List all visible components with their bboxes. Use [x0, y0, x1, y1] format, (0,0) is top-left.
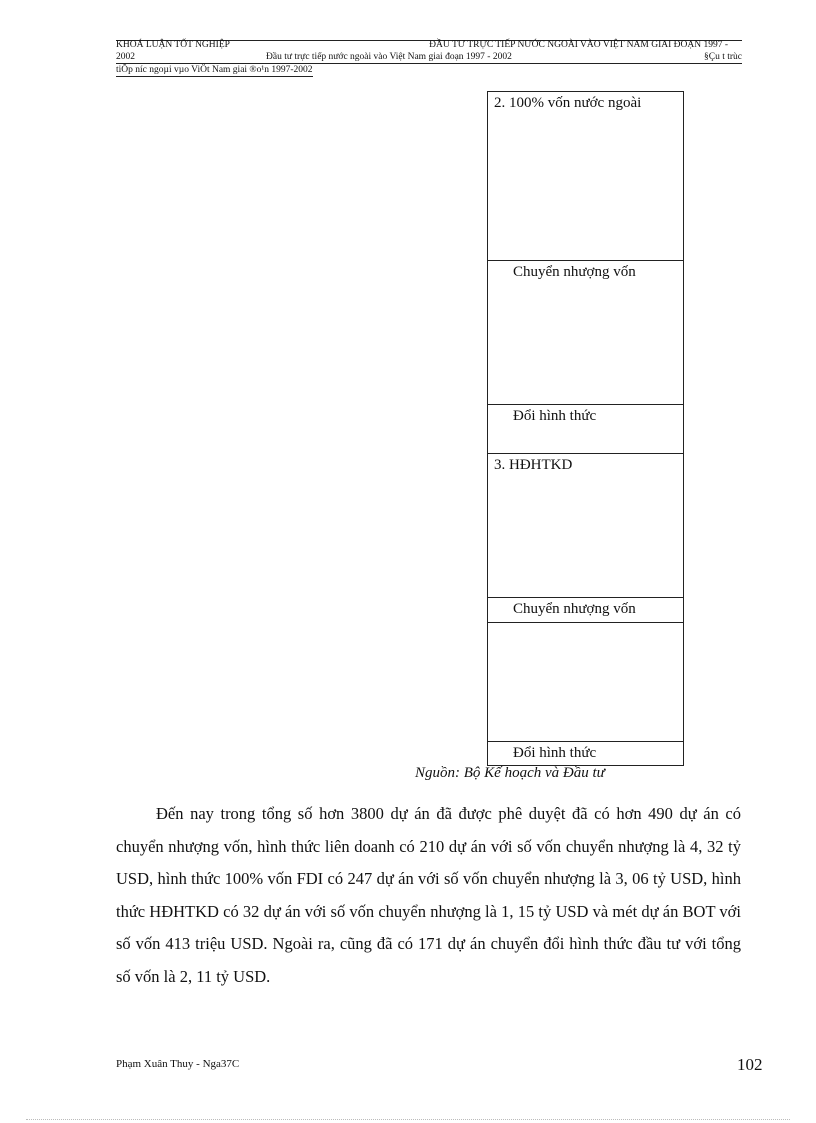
table-cell-label: Đổi hình thức [513, 745, 597, 761]
page-header-line-2 [116, 52, 742, 64]
header-thesis-title: ĐẦU TƯ TRỰC TIẾP NƯỚC NGOÀI VÀO VIỆT NAM GIAI ĐOẠN 1997 - [429, 40, 728, 50]
table-row [488, 453, 683, 597]
header-thesis-label: KHOÁ LUẬN TỐT NGHIỆP [116, 40, 230, 50]
page-number: 102 [737, 1055, 763, 1074]
table-row [488, 597, 683, 622]
table-cell-label: Chuyển nhượng vốn [513, 601, 636, 617]
table-row [488, 741, 683, 765]
table-row [488, 260, 683, 404]
header-year: 2002 [116, 52, 135, 62]
table-row [488, 622, 683, 741]
table-row [488, 404, 683, 453]
table-cell-label: Đổi hình thức [513, 408, 597, 424]
table-cell-label: Chuyển nhượng vốn [513, 264, 636, 280]
body-paragraph: Đến nay trong tổng số hơn 3800 dự án đã được phê duyệt đã có hơn 490 dự án có chuyển nhượng vốn, hình thức liên doanh có 210 dự án với số vốn chuyển nhượng là 4, 32 tỷ USD, hình thức 100% vốn FDI có 247 dự án với số vốn chuyển nhượng là 3, 06 tỷ USD, hình thức HĐHTKD có 32 dự án với số vốn chuyển nhượng là 1, 15 tỷ USD và mét dự án BOT với số vốn 413 triệu USD. Ngoài ra, cũng đã có 171 dự án chuyển đổi hình thức đầu tư với tổng số vốn là 2, 11 tỷ USD. [116, 804, 741, 986]
header-garbled-right: §Çu t trùc [704, 52, 742, 62]
page-header-line-1 [116, 40, 742, 50]
capital-transfer-table [487, 91, 684, 766]
page-bottom-divider [26, 1119, 790, 1120]
header-subtitle: Đầu tư trực tiếp nước ngoài vào Việt Nam giai đoạn 1997 - 2002 [266, 52, 512, 62]
header-garbled-line: tiÕp níc ngoµi vµo ViÖt Nam giai ®o¹n 1997-2002 [116, 65, 313, 75]
footer-author: Phạm Xuân Thuy - Nga37C [116, 1058, 240, 1070]
table-cell-label: 2. 100% vốn nước ngoài [494, 95, 642, 111]
table-source-note: Nguồn: Bộ Kế hoạch và Đầu tư [415, 765, 605, 781]
table-cell-label: 3. HĐHTKD [494, 457, 573, 473]
table-row [488, 92, 683, 260]
